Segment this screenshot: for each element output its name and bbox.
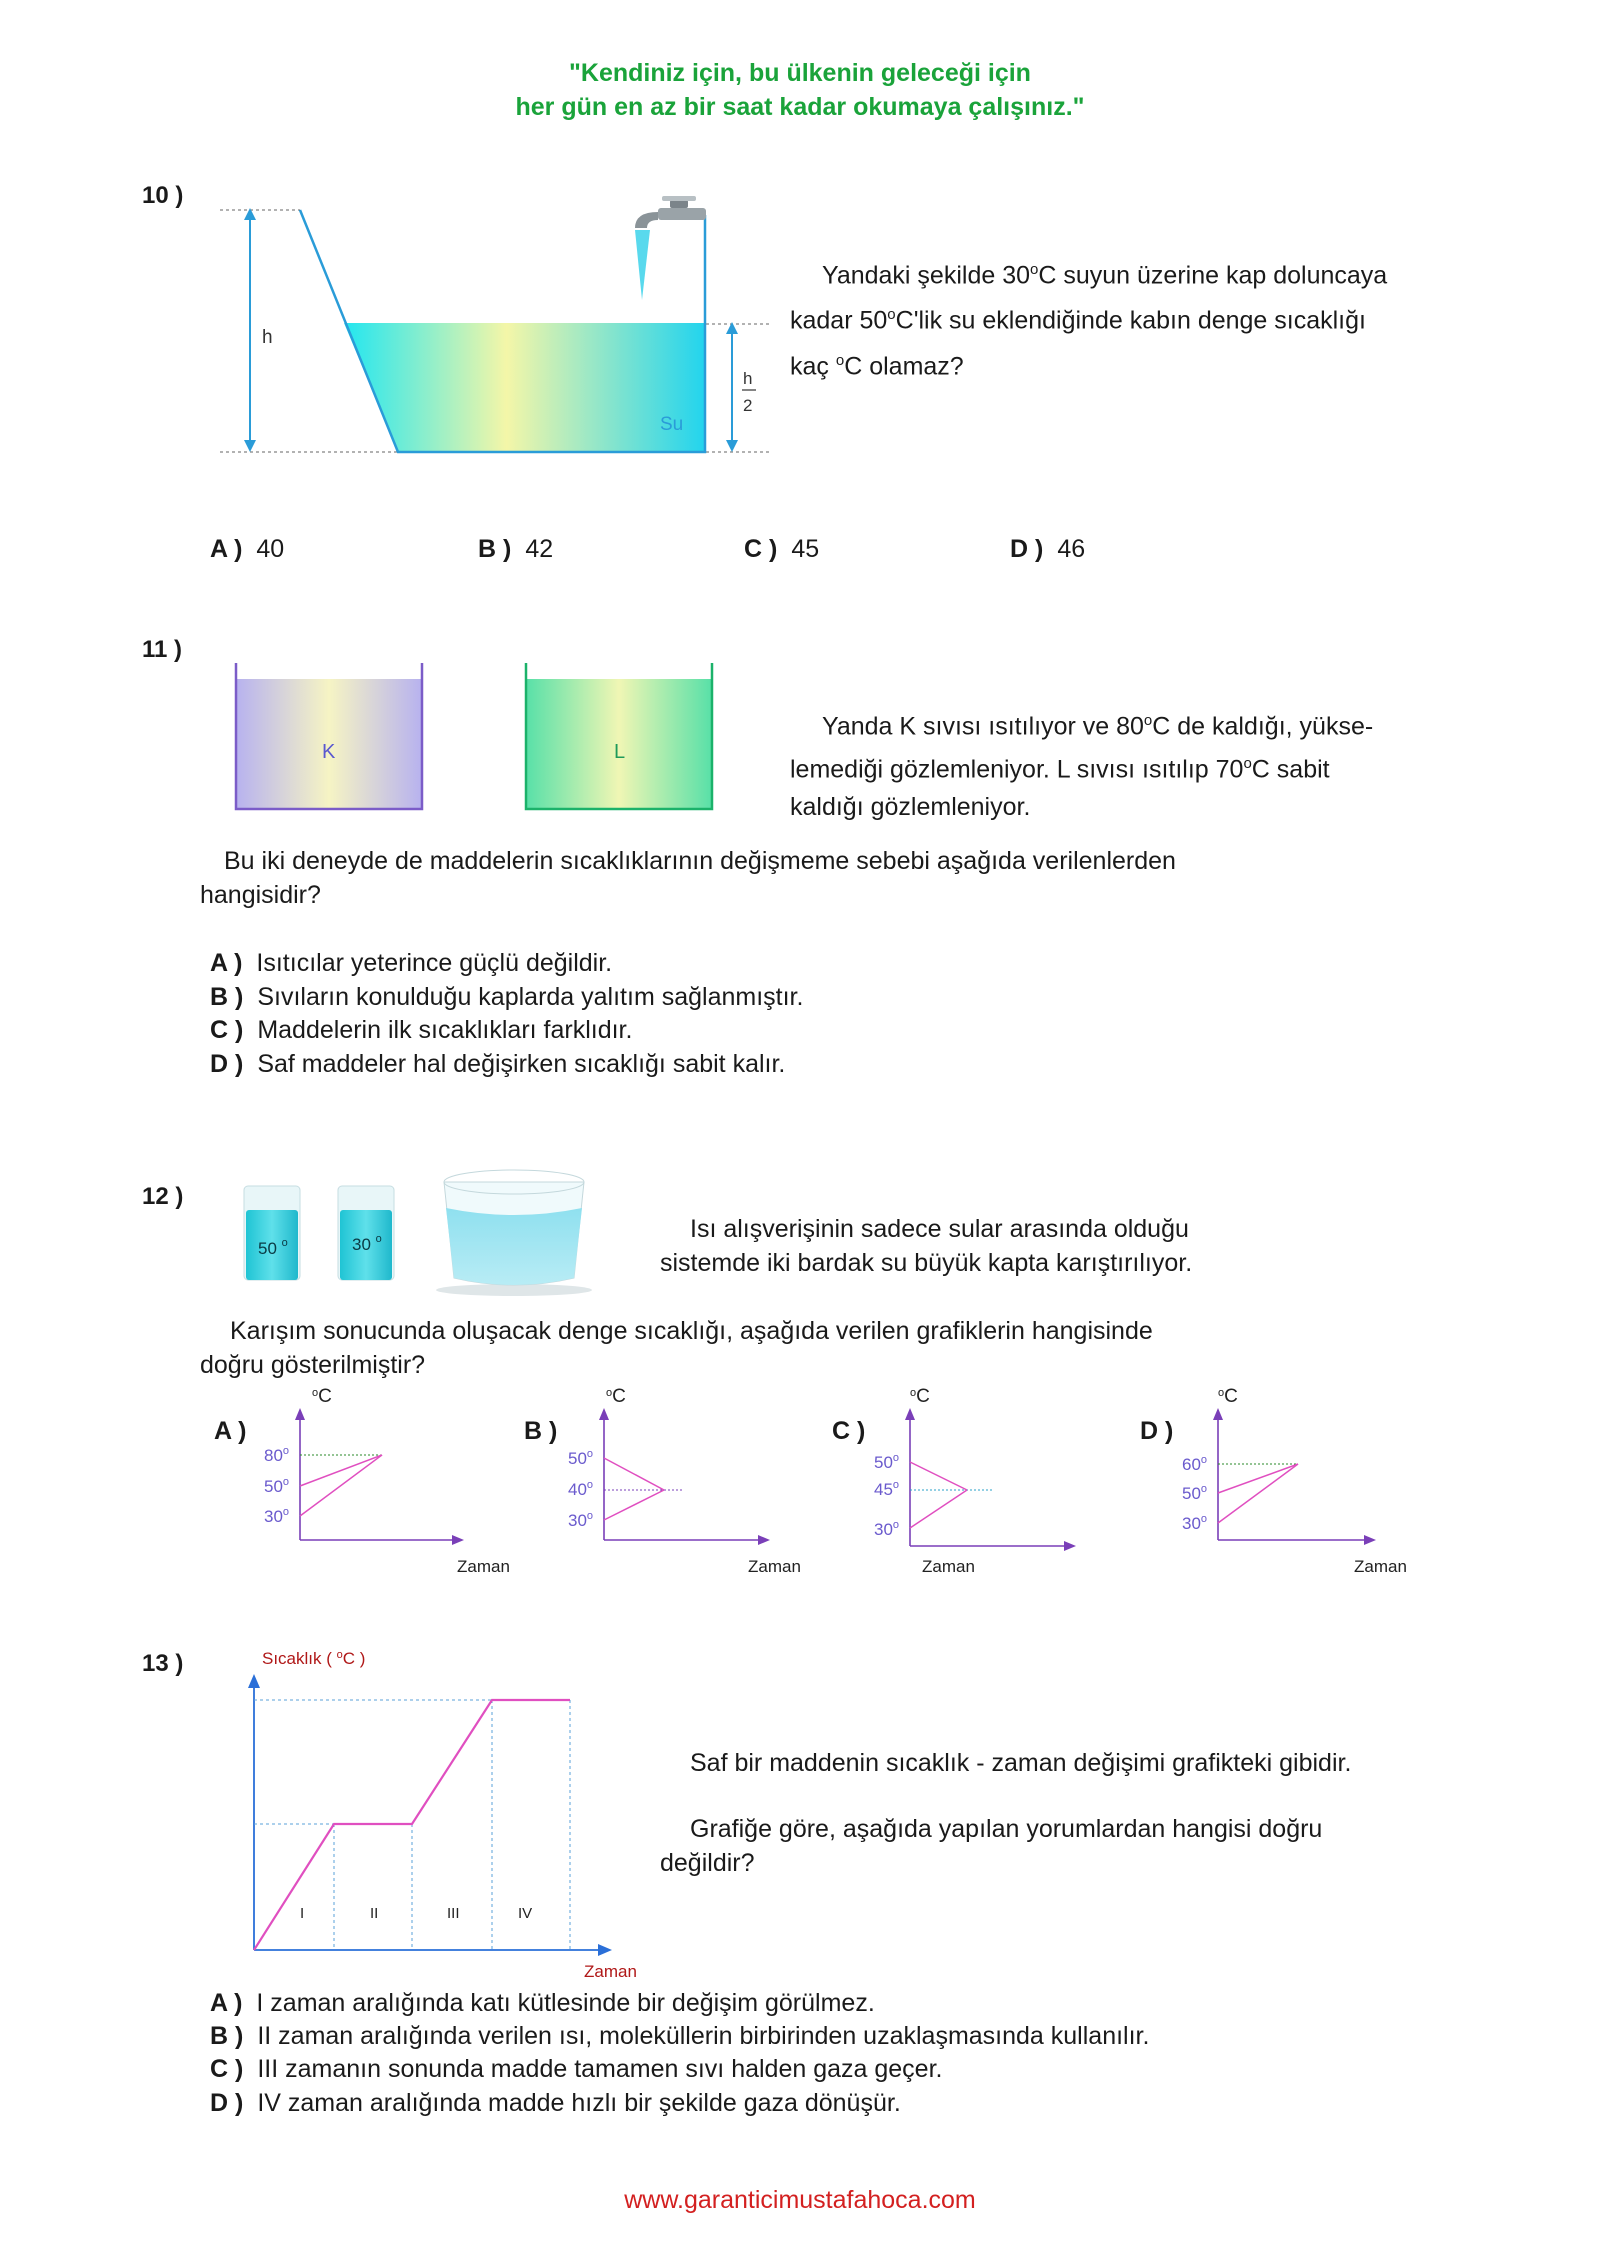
quote-line-2: her gün en az bir saat kadar okumaya çalışınız." [515,93,1085,121]
q12-graph-c [862,1378,1142,1578]
svg-text:30o: 30$^o$ [1182,1513,1208,1533]
svg-text:50o: 50$^o$ [264,1476,290,1496]
q13-option-b[interactable]: B ) II zaman aralığında verilen ısı, moleküllerin birbirinden uzaklaşmasında kullanılır. [210,2022,1150,2050]
q12-text: Isı alışverişinin sadece sular arasında olduğu sistemde iki bardak su büyük kapta karıştırılıyor. [660,1215,1193,1277]
water-fill [344,323,705,452]
q12-option-d[interactable]: D ) [1140,1417,1174,1445]
quote-line-1: "Kendiniz için, bu ülkenin geleceği için [569,59,1031,87]
graph-line-2 [300,1455,382,1516]
q12-option-a[interactable]: A ) [214,1417,247,1445]
question-number-11: 11 ) [142,636,183,663]
q12-graph-b [556,1378,836,1578]
interval-label: II [370,1905,379,1922]
label-k: K [322,741,336,763]
svg-text:30o: 30$^o$ [874,1519,900,1539]
glasses-figure [232,1160,612,1300]
q11-option-a[interactable]: A ) Isıtıcılar yeterince güçlü değildir. [210,949,613,977]
svg-text:50o: 50$^o$ [1182,1483,1208,1503]
q11-option-d[interactable]: D ) Saf maddeler hal değişirken sıcaklığı sabit kalır. [210,1050,786,1078]
svg-text:oC: $^o$C [606,1386,626,1407]
tank-figure [210,190,780,460]
q10-option-b[interactable]: B ) 42 [478,535,554,563]
faucet-icon [635,196,706,300]
svg-text:50o: 50$^o$ [874,1452,900,1472]
q13-option-a[interactable]: A ) I zaman aralığında katı kütlesinde bir değişim görülmez. [210,1989,875,2017]
svg-text:40o: 40$^o$ [568,1479,594,1499]
glass-30 [338,1186,394,1280]
q13-option-c[interactable]: C ) III zamanın sonunda madde tamamen sıvı halden gaza geçer. [210,2055,943,2083]
q10-text: Yandaki şekilde 30$^o$C suyun üzerine kap doluncaya kadar 50$^o$C'lik su eklendiğinde kabın denge sıcaklığı kaç $^o$C olamaz? [790,261,1388,380]
interval-label: IV [518,1905,533,1922]
question-number-13: 13 ) [142,1650,184,1677]
svg-text:Zaman: Zaman [922,1557,975,1576]
h-arrow-head-bottom [244,440,256,452]
svg-text:Zaman: Zaman [457,1557,510,1576]
q13-chart [240,1640,660,1985]
large-container [436,1170,592,1296]
q12-question: Karışım sonucunda oluşacak denge sıcaklığı, aşağıda verilen grafiklerin hangisinde doğru gösterilmiştir? [200,1317,1153,1379]
svg-text:Zaman: Zaman [748,1557,801,1576]
q13-text: Saf bir maddenin sıcaklık - zaman değişimi grafikteki gibidir. Grafiğe göre, aşağıda yapılan yorumlardan hangisi doğru değildir? [660,1749,1352,1877]
half-arrow-head-bottom [726,440,738,452]
q11-text: Yanda K sıvısı ısıtılıyor ve 80$^o$C de kaldığı, yükse- lemediği gözlemleniyor. L sıvısı ısıtılıp 70$^o$C sabit kaldığı gözlemleniyor. [790,712,1374,821]
graph-unit: $^o$C [312,1386,332,1407]
question-number-12: 12 ) [142,1183,184,1210]
interval-label: I [300,1905,305,1922]
header-quote [0,56,1600,124]
beakers-figure [230,655,750,820]
svg-text:50 o: 50 $^o$ [258,1237,288,1258]
q10-option-a[interactable]: A ) 40 [210,535,285,563]
question-number-10: 10 ) [142,182,184,209]
h-label: h [262,327,273,348]
svg-text:45o: 45$^o$ [874,1479,900,1499]
svg-text:30o: 30$^o$ [568,1510,594,1530]
svg-text:50o: 50$^o$ [568,1448,594,1468]
svg-text:30 o: 30 $^o$ [352,1233,382,1254]
label-l: L [614,741,626,763]
q11-option-b[interactable]: B ) Sıvıların konulduğu kaplarda yalıtım sağlanmıştır. [210,983,804,1011]
q13-ylabel: Sıcaklık ( $^o$C ) [262,1649,366,1668]
svg-text:80o: 80$^o$ [264,1445,290,1465]
q13-option-d[interactable]: D ) IV zaman aralığında madde hızlı bir şekilde gaza dönüşür. [210,2089,901,2117]
svg-text:30o: 30$^o$ [264,1506,290,1526]
q12-graph-a [250,1378,530,1578]
water-label: Su [660,414,684,435]
footer-link[interactable]: www.garanticimustafahoca.com [624,2186,976,2214]
q11-option-c[interactable]: C ) Maddelerin ilk sıcaklıkları farklıdır. [210,1016,633,1044]
q12-graph-d [1168,1378,1428,1578]
interval-label: III [447,1905,460,1922]
half-h-numerator: h [743,369,753,388]
q11-question: Bu iki deneyde de maddelerin sıcaklıklarının değişmeme sebebi aşağıda verilenlerden hangisidir? [200,847,1176,909]
q10-option-c[interactable]: C ) 45 [744,535,820,563]
svg-text:oC: $^o$C [910,1386,930,1407]
q12-option-b[interactable]: B ) [524,1417,558,1445]
svg-text:Zaman: Zaman [1354,1557,1407,1576]
graph-line-1 [300,1455,382,1486]
q13-xlabel: Zaman [584,1962,637,1981]
svg-text:oC: $^o$C [1218,1386,1238,1407]
glass-50 [244,1186,300,1280]
q10-option-d[interactable]: D ) 46 [1010,535,1086,563]
svg-text:60o: 60$^o$ [1182,1454,1208,1474]
half-h-denominator: 2 [743,396,753,415]
q12-option-c[interactable]: C ) [832,1417,866,1445]
